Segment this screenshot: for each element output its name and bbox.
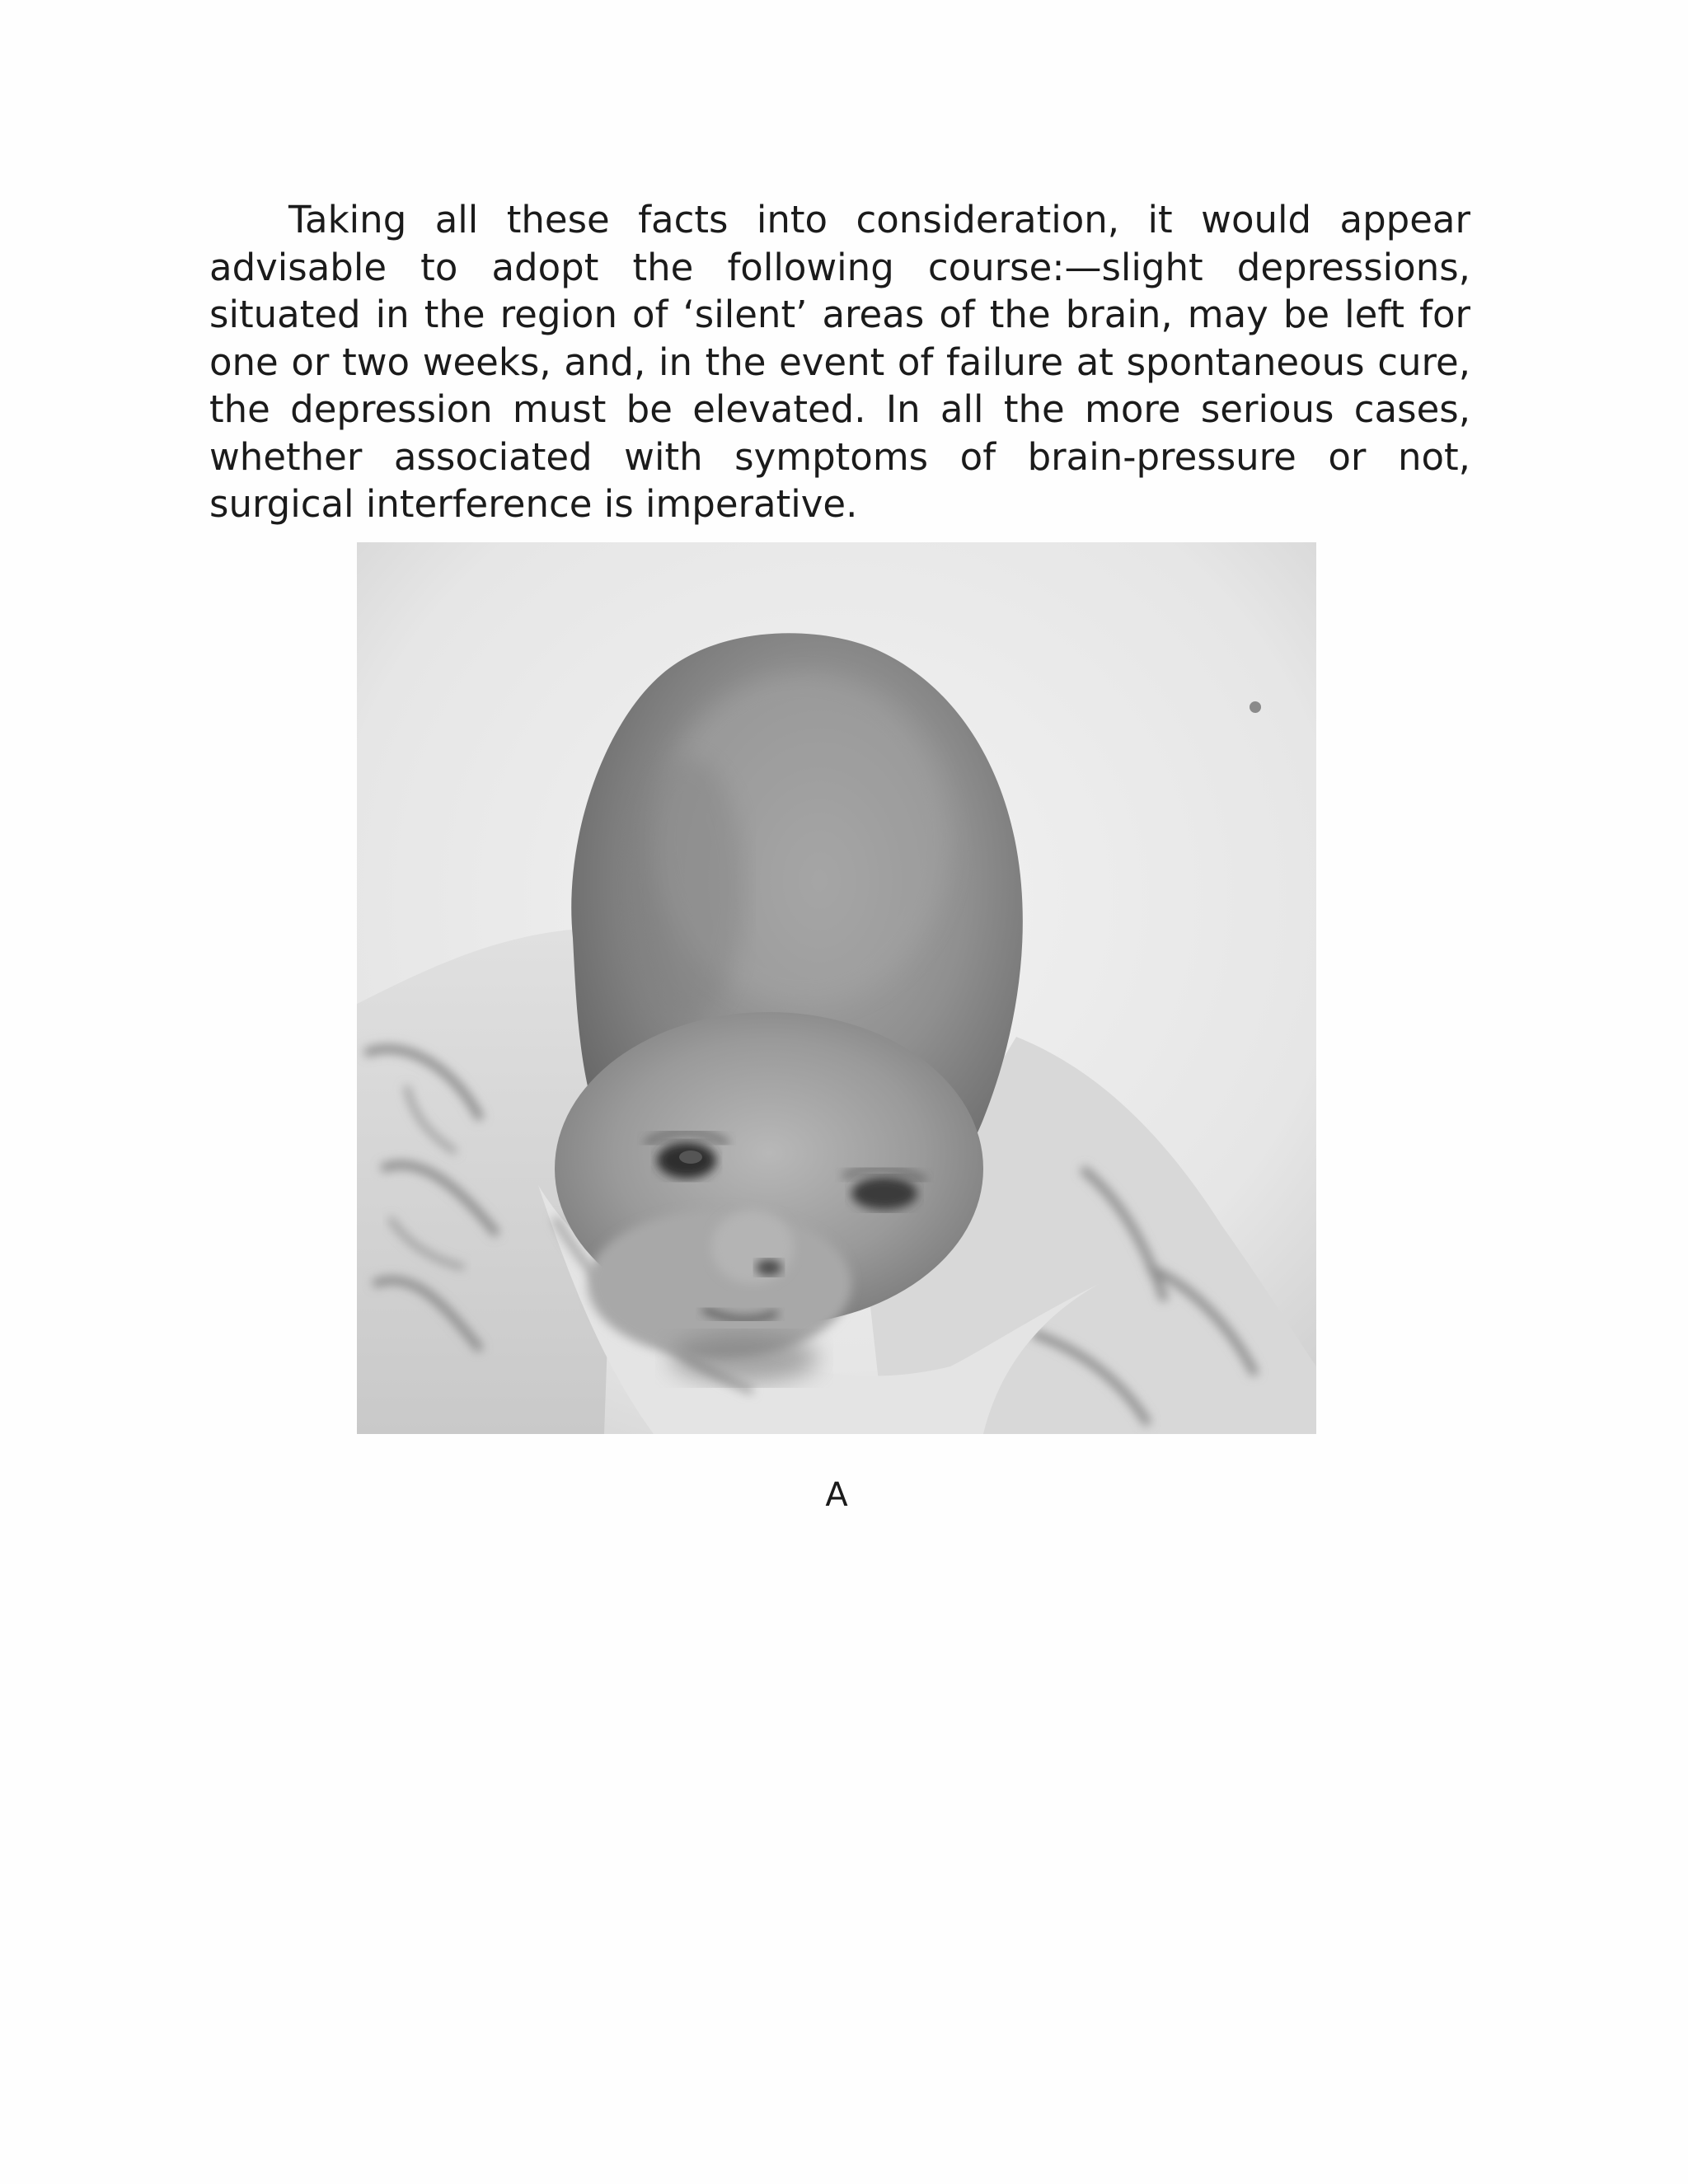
body-paragraph: Taking all these facts into consideration, it would appear advisable to adopt the following course:—slight depressions, situated in the region of ‘silent’ areas of the brain, may be left for one or two weeks, and, in the event of failure at spontaneous cure, the depression must be elevated. In all the more serious cases, whether associated with symptoms of brain-pressure or not, surgical interference is imperative. (209, 198, 1470, 526)
figure-caption: A (825, 1476, 848, 1514)
infant-head-photograph (357, 542, 1316, 1434)
photograph-drawing (357, 542, 1316, 1434)
